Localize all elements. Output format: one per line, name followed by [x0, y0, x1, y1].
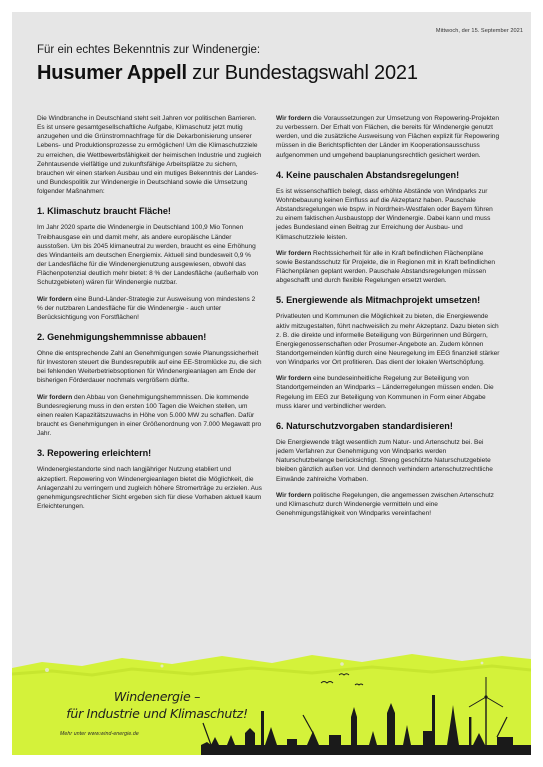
demand-lead: Wir fordern [276, 375, 312, 383]
intro-paragraph: Die Windbranche in Deutschland steht seit Jahren vor politischen Barrieren. Es ist unsere gesamtgesellschaftliche Aufgabe, Klimaschutz jetzt mutig anzugehen und die Grünstromnachfrage für die Dekarbonisierung unserer Lebens- und Produktionsprozesse zu ermöglichen! Um die Klimaschutzziele zu erreichen, die Wettbewerbsfähigkeit der heimischen Industrie und zugleich Zehntausende vielfältige und zukunftsfähige Arbeitsplätze zu sichern, brauchen wir einen starken Ausbau und ein mutiges Bekenntnis der Landes- und Bundespolitik zur Windenergie in Deutschland sowie die Umsetzung folgender Maßnahmen: [37, 115, 262, 196]
publication-date: Mittwoch, der 15. September 2021 [435, 28, 523, 34]
section-6-demand [276, 491, 501, 518]
section-3-demand [276, 114, 501, 160]
section-1-demand [37, 295, 262, 322]
appeal-page [12, 12, 531, 755]
demand-text: politische Regelungen, die angemessen zwischen Artenschutz und Klimaschutz durch Windenergie vermitteln und eine Genehmigungsfähigkeit von Windparks vereinfachen! [276, 491, 494, 517]
section-4-heading: 4. Keine pauschalen Abstandsregelungen! [276, 169, 460, 180]
demand-lead: Wir fordern [276, 115, 312, 122]
demand-lead: Wir fordern [276, 249, 312, 257]
section-5-body: Privatleuten und Kommunen die Möglichkeit zu bieten, die Energiewende aktiv mitzugestalten, führt nachweislich zu mehr Akzeptanz. Dazu bieten sich z. B. die direkte und informelle Beteiligung von Bürgerinnen und Bürgern, Energiegenossenschaften oder Prosumer-Angebote an. Zudem können Standortgemeinden künftig durch eine Neuregelung im EEG finanziell stärker von Windparks vor Ort profitieren. Das dient der lokalen Wertschöpfung. [276, 313, 500, 367]
demand-text: den Abbau von Genehmigungshemmnissen. Die kommende Bundesregierung muss in den ersten 100 Tagen die Weichen stellen, um einen realen Kapazitätszuwachs in Höhe von 5.000 MW zu schaffen. Dafür braucht es Genehmigungen in einer Größenordnung von 7.000 Megawatt pro Jahr. [37, 393, 262, 438]
slogan-line-1: Windenergie – [113, 689, 201, 704]
section-6-body: Die Energiewende trägt wesentlich zum Natur- und Artenschutz bei. Bei jedem Verfahren zur Genehmigung von Windparks werden Naturschutzbelange berücksichtigt. Streng geschützte Naturschutzgebiete bleiben gänzlich außen vor. Und dennoch verhindern artenschutzrechtliche Einwände zahlreiche Vorhaben. [276, 438, 493, 483]
title-rest: zur Bundestagswahl 2021 [186, 62, 418, 84]
section-1-body: Im Jahr 2020 sparte die Windenergie in Deutschland 100,9 Mio Tonnen Treibhausgase ein und damit mehr, als andere europäische Länder ausstoßen. Um bis 2045 klimaneutral zu werden, braucht es eine Erhöhung des Windanteils am deutschen Energiemix. Aktuell sind bundesweit 0,9 % der Landesfläche für die Windenergienutzung ausgewiesen, obwohl das Flächenpotenzial deutlich mehr bietet: 8 % der Landesfläche (außerhalb von Schutzgebieten) wären für Windenergie nutzbar. [37, 224, 259, 287]
slogan-line-2: für Industrie und Klimaschutz! [66, 706, 248, 721]
page-title [37, 62, 418, 85]
demand-lead: Wir fordern [37, 295, 73, 303]
more-info-link[interactable]: Mehr unter www.wind-energie.de [60, 731, 139, 737]
section-2-body: Ohne die entsprechende Zahl an Genehmigungen sowie Planungssicherheit für Investoren steuert die Bundesrepublik auf eine EE-Stromlücke zu, die sich bei fehlenden Weiterbetriebsoptionen für Windenergieanlagen am Ende der bisherigen Förderdauer nochmals vergrößern dürfte. [37, 349, 262, 385]
demand-text: eine bundeseinheitliche Regelung zur Beteiligung von Standortgemeinden an Windparks – Länderregelungen müssen enden. Die Regelung im EEG zur Beteiligung von Kommunen in Form einer Abgabe muss klarer und verbindlicher werden. [276, 375, 494, 410]
demand-lead: Wir fordern [37, 393, 73, 401]
section-5-demand [276, 374, 501, 411]
bird-icon [321, 674, 363, 685]
demand-text: eine Bund-Länder-Strategie zur Ausweisung von mindestens 2 % der nutzbaren Landesfläche für die Windenergie - auch unter Berücksichtigung von Forstflächen! [37, 295, 256, 321]
section-3-body: Windenergiestandorte sind nach langjähriger Nutzung etabliert und akzeptiert. Repowering von Windenergieanlagen bietet die Möglichkeit, die Anlagenzahl zu verringern und zugleich höhere Stromerträge zu erzielen. Aus genehmigungsrechtlicher Sicht ergeben sich für diese Vorhaben aktuell kaum Erleichterungen. [37, 466, 262, 510]
section-2-demand [37, 393, 262, 439]
slogan [57, 688, 257, 722]
section-5-heading: 5. Energiewende als Mitmachprojekt umsetzen! [276, 295, 481, 306]
demand-text: Rechtssicherheit für alle in Kraft befindlichen Flächenpläne sowie Bestandsschutz für Projekte, die in Regionen mit in Kraft befindlichen Flächenplänen geplant werden. Pauschale Abstandsregelungen müssen abgeschafft und durch flexible Regelungen ersetzt werden. [276, 249, 496, 285]
right-column [276, 114, 501, 525]
section-4-demand [276, 249, 501, 286]
section-4-body: Es ist wissenschaftlich belegt, dass erhöhte Abstände von Windparks zur Wohnbebauung keinen Einfluss auf die Akzeptanz haben. Pauschale Abstandsregelungen wie bspw. in Nordrhein-Westfalen oder Bayern führen zu einem faktischen Ausbaustopp der Windenergie. Dabei kann und muss jedes Bundesland einen Beitrag zur Erreichung der Ausbau- und Klimaschutzziele leisten. [276, 187, 493, 241]
section-6-heading: 6. Naturschutzvorgaben standardisieren! [276, 420, 453, 431]
section-3-heading: 3. Repowering erleichtern! [37, 448, 152, 459]
section-2-heading: 2. Genehmigungshemmnisse abbauen! [37, 331, 207, 342]
demand-text: die Voraussetzungen zur Umsetzung von Repowering-Projekten zu verbessern. Der Erhalt von Flächen, die bereits für Windenergie genutzt werden, und die zusätzliche Ausweisung von Flächen explizit für Repowering müssen in die Berichtspflichten der Länder im Kooperationsausschuss aufgenommen und umgehend bauplanungsrechtlich gesichert werden. [276, 115, 500, 159]
section-1-heading: 1. Klimaschutz braucht Fläche! [37, 206, 171, 217]
left-column [37, 114, 262, 518]
kicker: Für ein echtes Bekenntnis zur Windenergie: [37, 44, 261, 56]
title-bold: Husumer Appell [37, 62, 187, 84]
demand-lead: Wir fordern [276, 491, 312, 499]
footer-banner [12, 644, 531, 755]
